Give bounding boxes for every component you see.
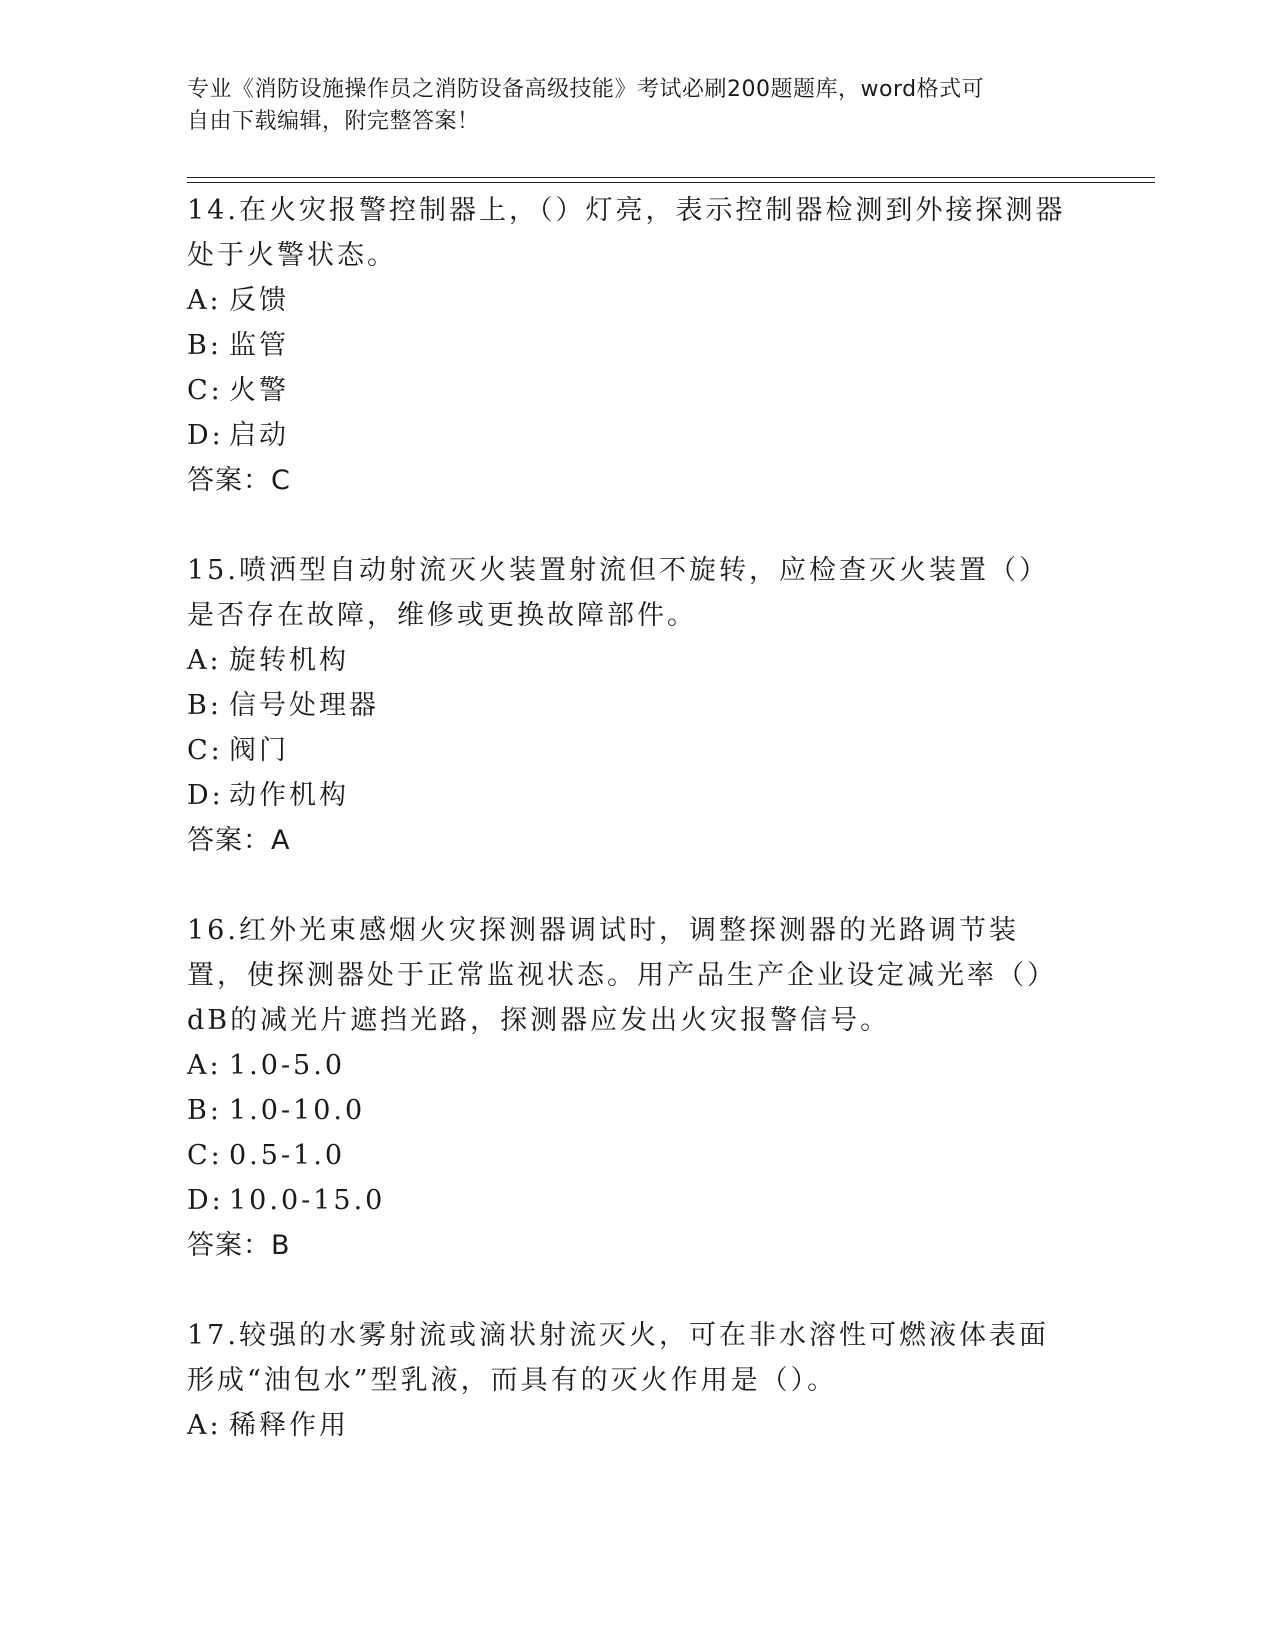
answer: 答案：C xyxy=(187,465,291,496)
option-text: 1.0-5.0 xyxy=(229,1050,346,1081)
option-c xyxy=(187,1133,1077,1178)
option-a xyxy=(187,1403,1077,1448)
question-text: 15.喷洒型自动射流灭火装置射流但不旋转，应检查灭火装置（）是否存在故障，维修或更换故障部件。 xyxy=(187,555,1049,631)
answer: 答案：B xyxy=(187,1230,291,1261)
spacer xyxy=(187,1268,1077,1313)
option-text: 监管 xyxy=(229,330,289,361)
question-list xyxy=(187,188,1077,1448)
option-text: 旋转机构 xyxy=(229,645,349,676)
option-text: 阀门 xyxy=(229,735,289,766)
option-text: 稀释作用 xyxy=(229,1410,349,1441)
option-text: 火警 xyxy=(229,375,289,406)
document-header xyxy=(187,74,1067,138)
option-d xyxy=(187,413,1077,458)
option-text: 0.5-1.0 xyxy=(229,1140,346,1171)
question-text: 16.红外光束感烟火灾探测器调试时，调整探测器的光路调节装置，使探测器处于正常监视状态。用产品生产企业设定减光率（）dB的减光片遮挡光路，探测器应发出火灾报警信号。 xyxy=(187,915,1057,1036)
answer: 答案：A xyxy=(187,825,291,856)
option-key: A: xyxy=(187,645,222,676)
option-b xyxy=(187,323,1077,368)
question-17 xyxy=(187,1313,1077,1448)
option-key: A: xyxy=(187,1050,222,1081)
option-key: D: xyxy=(187,420,224,451)
option-b xyxy=(187,1088,1077,1133)
spacer xyxy=(187,503,1077,548)
question-14 xyxy=(187,188,1077,503)
question-15 xyxy=(187,548,1077,863)
option-key: C: xyxy=(187,375,223,406)
option-key: C: xyxy=(187,735,223,766)
option-key: D: xyxy=(187,780,224,811)
option-text: 反馈 xyxy=(229,285,289,316)
question-16 xyxy=(187,908,1077,1268)
option-key: B: xyxy=(187,690,222,721)
header-divider-top xyxy=(187,177,1155,178)
option-key: B: xyxy=(187,330,222,361)
header-line-2: 自由下载编辑，附完整答案！ xyxy=(187,109,480,134)
option-a xyxy=(187,278,1077,323)
option-text: 1.0-10.0 xyxy=(229,1095,366,1126)
option-a xyxy=(187,1043,1077,1088)
option-key: A: xyxy=(187,1410,222,1441)
header-divider-bottom xyxy=(187,182,1155,183)
option-d xyxy=(187,773,1077,818)
spacer xyxy=(187,863,1077,908)
option-d xyxy=(187,1178,1077,1223)
option-c xyxy=(187,728,1077,773)
header-line-1: 专业《消防设施操作员之消防设备高级技能》考试必刷200题题库，word格式可 xyxy=(187,77,985,102)
option-text: 信号处理器 xyxy=(229,690,379,721)
question-text: 14.在火灾报警控制器上，（）灯亮，表示控制器检测到外接探测器处于火警状态。 xyxy=(187,195,1066,271)
option-text: 10.0-15.0 xyxy=(229,1185,386,1216)
question-text: 17.较强的水雾射流或滴状射流灭火，可在非水溶性可燃液体表面形成“油包水”型乳液，而具有的灭火作用是（）。 xyxy=(187,1320,1049,1396)
option-key: A: xyxy=(187,285,222,316)
option-c xyxy=(187,368,1077,413)
option-a xyxy=(187,638,1077,683)
option-key: C: xyxy=(187,1140,223,1171)
option-b xyxy=(187,683,1077,728)
option-text: 动作机构 xyxy=(229,780,349,811)
option-text: 启动 xyxy=(229,420,289,451)
option-key: B: xyxy=(187,1095,222,1126)
option-key: D: xyxy=(187,1185,224,1216)
